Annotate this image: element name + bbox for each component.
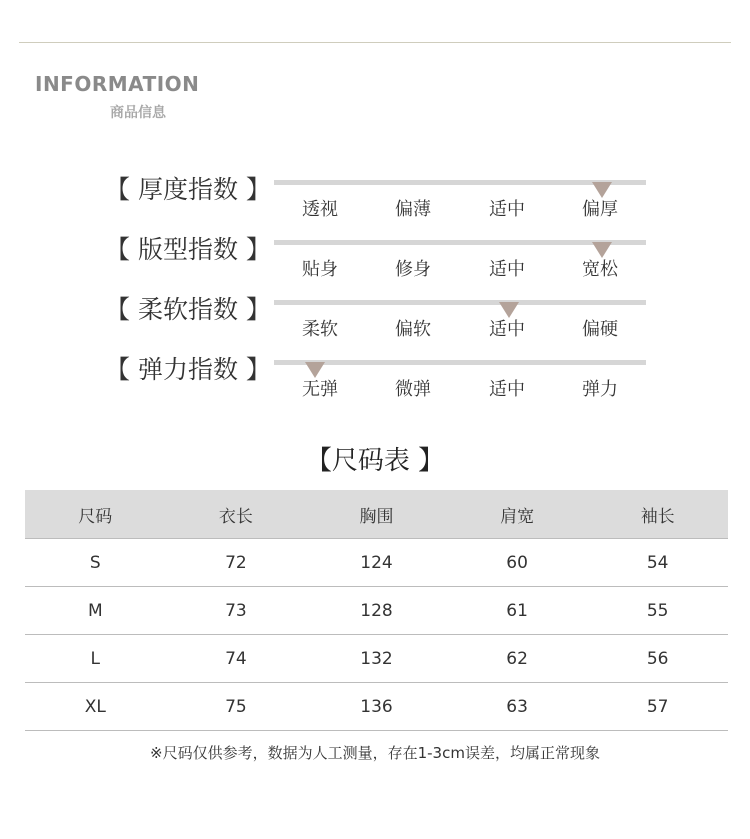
table-cell: 57 — [587, 683, 728, 731]
index-option: 偏薄 — [395, 199, 431, 220]
info-subtitle: 商品信息 — [110, 105, 166, 121]
table-row — [25, 539, 728, 587]
index-option: 偏厚 — [582, 199, 618, 220]
index-label: 【 弹力指数 】 — [105, 355, 271, 384]
index-option: 修身 — [395, 259, 431, 280]
index-label: 【 厚度指数 】 — [105, 175, 271, 204]
index-label: 【 柔软指数 】 — [105, 295, 271, 324]
size-table-header-cell: 肩宽 — [447, 490, 588, 539]
index-row — [0, 350, 750, 410]
table-cell: 60 — [447, 539, 588, 587]
index-row — [0, 290, 750, 350]
index-option: 适中 — [489, 379, 525, 400]
index-option: 弹力 — [582, 379, 618, 400]
info-title: INFORMATION — [35, 72, 200, 96]
table-cell: 136 — [306, 683, 447, 731]
size-footnote: ※尺码仅供参考，数据为人工测量，存在1-3cm误差，均属正常现象 — [150, 744, 600, 762]
table-cell: 56 — [587, 635, 728, 683]
table-cell: 132 — [306, 635, 447, 683]
table-cell: 55 — [587, 587, 728, 635]
table-cell: 128 — [306, 587, 447, 635]
size-table-header-cell: 尺码 — [25, 490, 166, 539]
index-scale-bar — [274, 300, 646, 305]
index-option: 适中 — [489, 259, 525, 280]
index-option: 透视 — [302, 199, 338, 220]
index-row — [0, 170, 750, 230]
size-table-header-cell: 胸围 — [306, 490, 447, 539]
size-table-header-cell: 衣长 — [166, 490, 307, 539]
index-scale-bar — [274, 180, 646, 185]
size-chart-title: 【尺码表 】 — [305, 446, 445, 476]
size-table-header-row — [25, 490, 728, 539]
table-cell: 74 — [166, 635, 307, 683]
table-cell: 63 — [447, 683, 588, 731]
table-row — [25, 587, 728, 635]
table-cell: 54 — [587, 539, 728, 587]
table-cell: 73 — [166, 587, 307, 635]
size-table — [25, 490, 728, 731]
index-scale-bar — [274, 360, 646, 365]
size-table-header-cell: 袖长 — [587, 490, 728, 539]
table-cell: 62 — [447, 635, 588, 683]
table-row — [25, 635, 728, 683]
index-option: 偏硬 — [582, 319, 618, 340]
table-cell: S — [25, 539, 166, 587]
index-option: 宽松 — [582, 259, 618, 280]
table-cell: XL — [25, 683, 166, 731]
index-option: 偏软 — [395, 319, 431, 340]
table-cell: 124 — [306, 539, 447, 587]
index-row — [0, 230, 750, 290]
index-option: 贴身 — [302, 259, 338, 280]
table-cell: 75 — [166, 683, 307, 731]
top-divider — [19, 42, 731, 43]
index-option: 柔软 — [302, 319, 338, 340]
index-scale-bar — [274, 240, 646, 245]
table-cell: 61 — [447, 587, 588, 635]
index-option: 适中 — [489, 319, 525, 340]
index-option: 适中 — [489, 199, 525, 220]
table-cell: M — [25, 587, 166, 635]
table-cell: L — [25, 635, 166, 683]
index-label: 【 版型指数 】 — [105, 235, 271, 264]
table-row — [25, 683, 728, 731]
index-option: 微弹 — [395, 379, 431, 400]
index-option: 无弹 — [302, 379, 338, 400]
table-cell: 72 — [166, 539, 307, 587]
